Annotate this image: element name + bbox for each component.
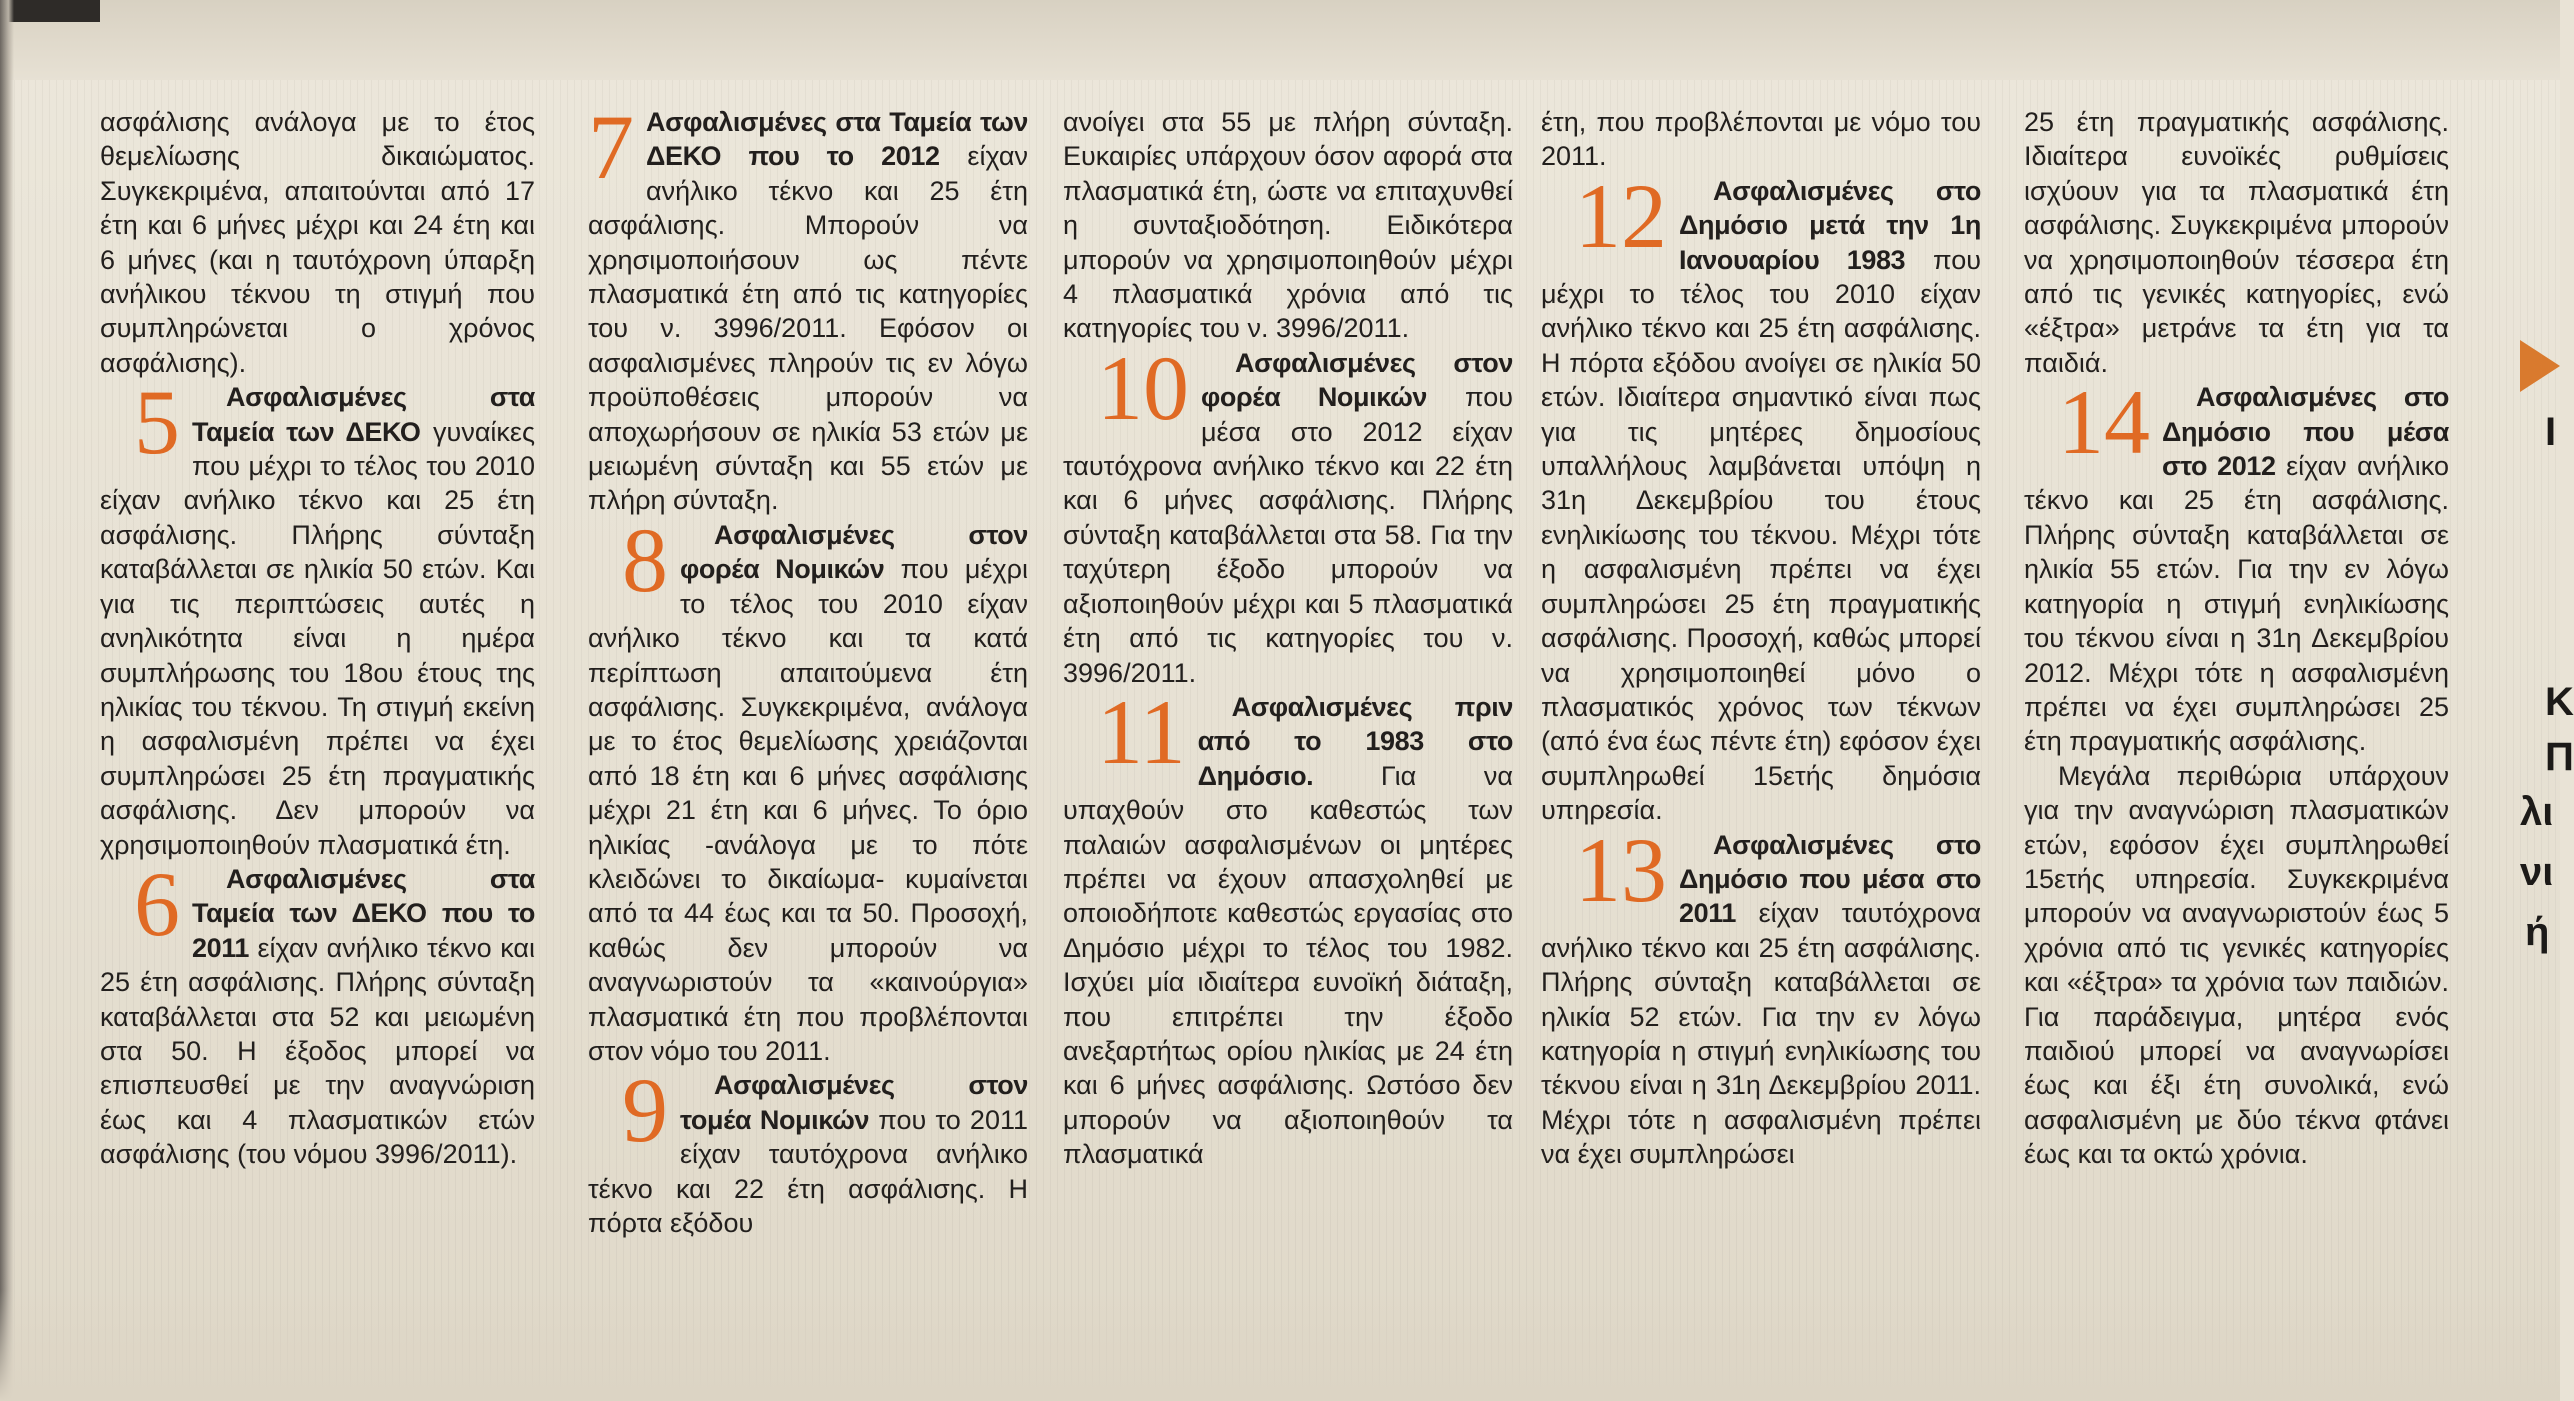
article-item-14	[2024, 371, 2449, 758]
item-heading: Ασφαλισμένες πριν από το 1983 στο Δημόσιο.	[1197, 691, 1513, 791]
item-body-text: Μεγάλα περιθώρια υπάρχουν για την αναγνώριση πλασματικών ετών, εφόσον έχει συμπληρωθεί 15ετής υπηρεσία. Συγκεκριμένα μπορούν να αναγνωριστούν έως 5 χρόνια από τις γενικές κατηγορίες και «έξτρα» τα χρόνια των παιδιών. Για παράδειγμα, μητέρα ενός παιδιού μπορεί να αναγνωρίσει έως και έξι έτη συνολικά, ενώ ασφαλισμένη με δύο τέκνα φτάνει έως και τα οκτώ χρόνια.	[2024, 760, 2449, 1170]
item-body-text: ασφάλισης ανάλογα με το έτος θεμελίωσης δικαιώματος. Συγκεκριμένα, απαιτούνται από 17 έτη και 6 μήνες μέχρι και 24 έτη και 6 μήνες (και η ταυτόχρονη ύπαρξη ανήλικου τέκνου τη στιγμή που συμπληρώνεται ο χρόνος ασφάλισης).	[100, 107, 535, 378]
item-body-text: έτη, που προβλέπονται με νόμο του 2011.	[1541, 107, 1981, 172]
item-number: 13	[1575, 818, 1667, 921]
article-paragraph	[1063, 105, 1513, 346]
item-body-text: που μέσα στο 2012 είχαν ταυτόχρονα ανήλικο τέκνο και 22 έτη και 6 μήνες ασφάλισης. Πλήρης σύνταξη καταβάλλεται στα 58. Για την ταχύτερη έξοδο μπορούν να αξιοποιηθούν μέχρι και 5 πλασματικά έτη από τις κατηγορίες του ν. 3996/2011.	[1063, 382, 1513, 688]
edge-letter: Π	[2545, 735, 2574, 779]
article-paragraph	[2024, 105, 2449, 380]
item-heading: Ασφαλισμένες στα Ταμεία των ΔΕΚΟ που το 2012	[646, 107, 1028, 172]
article-item-9	[588, 1059, 1028, 1240]
article-column-4	[1541, 105, 1981, 1172]
article-column-3	[1063, 105, 1513, 1172]
item-body-text: 25 έτη πραγματικής ασφάλισης. Ιδιαίτερα ευνοϊκές ρυθμίσεις ισχύουν για τα πλασματικά έτη ασφάλισης. Συγκεκριμένα μπορούν να χρησιμοποιηθούν τέσσερα έτη από τις γενικές κατηγορίες, ενώ «έξτρα» μετράνε τα έτη για τα παιδιά.	[2024, 107, 2449, 378]
article-item-11	[1063, 680, 1513, 1172]
article-item-5	[100, 371, 535, 862]
item-body-text: είχαν ανήλικο τέκνο και 25 έτη ασφάλισης. Μπορούν να χρησιμοποιήσουν ως πέντε πλασματικά έτη από τις κατηγορίες του ν. 3996/2011. Εφόσον οι ασφαλισμένες πληρούν τις εν λόγω προϋποθέσεις μπορούν να αποχωρήσουν σε ηλικία 53 ετών με μειωμένη σύνταξη και 55 ετών με πλήρη σύνταξη.	[588, 141, 1028, 516]
article-column-5	[2024, 105, 2449, 1172]
item-heading: Ασφαλισμένες στα Ταμεία των ΔΕΚΟ που το 2011	[192, 863, 535, 963]
article-item-10	[1063, 336, 1513, 690]
article-item-8	[588, 508, 1028, 1069]
article-paragraph	[1541, 105, 1981, 174]
article-paragraph	[2024, 759, 2449, 1172]
top-strip	[0, 0, 2560, 80]
edge-letter: νι	[2520, 850, 2554, 894]
scan-corner	[0, 0, 100, 22]
edge-letter: Κ	[2545, 680, 2574, 724]
item-heading: Ασφαλισμένες στο Δημόσιο που μέσα στο 2011	[1679, 829, 1981, 929]
item-body-text: που μέχρι το τέλος του 2010 είχαν ανήλικο τέκνο και τα κατά περίπτωση απαιτούμενα έτη ασφάλισης. Συγκεκριμένα, ανάλογα με το έτος θεμελίωσης χρειάζονται από 18 έτη και 6 μήνες ασφάλισης μέχρι 21 έτη και 6 μήνες. Το όριο ηλικίας -ανάλογα με το πότε κλειδώνει το δικαίωμα- κυμαίνεται από τα 44 έως και τα 50. Προσοχή, καθώς δεν μπορούν να αναγνωριστούν τα «καινούργια» πλασματικά έτη που προβλέπονται στον νόμο του 2011.	[588, 554, 1028, 1066]
page-bottom-margin	[0, 1290, 2560, 1401]
item-body-text: είχαν ανήλικο τέκνο και 25 έτη ασφάλισης. Πλήρης σύνταξη καταβάλλεται στα 52 και μειωμένη στα 50. Η έξοδος μπορεί να επισπευσθεί με την αναγνώριση έως και 4 πλασματικών ετών ασφάλισης (του νόμου 3996/2011).	[100, 932, 535, 1170]
item-number: 9	[622, 1059, 668, 1162]
item-body-text: που μέχρι το τέλος του 2010 είχαν ανήλικο τέκνο και 25 έτη ασφάλισης. Η πόρτα εξόδου ανοίγει σε ηλικία 50 ετών. Ιδιαίτερα σημαντικό είναι πως για τις μητέρες δημοσίους υπαλλήλους λαμβάνεται υπόψη η 31η Δεκεμβρίου του έτους ενηλικίωσης του τέκνου. Μέχρι τότε η ασφαλισμένη πρέπει να έχει συμπληρώσει 25 έτη πραγματικής ασφάλισης. Προσοχή, καθώς μπορεί να χρησιμοποιηθεί μόνο ο πλασματικός χρόνος των τέκνων (από ένα έως πέντε έτη) εφόσον έχει συμπληρωθεί 15ετής δημόσια υπηρεσία.	[1541, 244, 1981, 826]
article-item-7	[588, 96, 1028, 518]
article-item-12	[1541, 164, 1981, 828]
article-item-13	[1541, 818, 1981, 1172]
edge-letter: ή	[2525, 910, 2550, 954]
item-heading: Ασφαλισμένες στο Δημόσιο που μέσα στο 2012	[2162, 382, 2449, 482]
adjacent-page-edge	[2490, 0, 2574, 1401]
item-number: 8	[622, 508, 668, 611]
article-paragraph	[100, 105, 535, 380]
item-body-text: είχαν ανήλικο τέκνο και 25 έτη ασφάλισης. Πλήρης σύνταξη καταβάλλεται σε ηλικία 55 ετών. Για την εν λόγω κατηγορία η στιγμή ενηλικίωσης του τέκνου είναι η 31η Δεκεμβρίου 2012. Μέχρι τότε η ασφαλισμένη πρέπει να έχει συμπληρώσει 25 έτη πραγματικής ασφάλισης.	[2024, 451, 2449, 757]
item-heading: Ασφαλισμένες στον φορέα Νομικών	[680, 519, 1028, 585]
item-number: 6	[134, 852, 180, 955]
article-column-2	[588, 96, 1028, 1240]
item-heading: Ασφαλισμένες στο Δημόσιο μετά την 1η Ιανουαρίου 1983	[1679, 175, 1981, 275]
item-heading: Ασφαλισμένες στα Ταμεία των ΔΕΚΟ	[192, 382, 535, 447]
edge-letter: Ι	[2545, 410, 2557, 454]
article-column-1	[100, 105, 535, 1172]
edge-letter: λι	[2520, 790, 2554, 834]
page-fold-shadow	[0, 0, 14, 1401]
item-number: 14	[2058, 371, 2150, 474]
item-number: 5	[134, 371, 180, 474]
item-number: 7	[588, 96, 634, 198]
item-body-text: γυναίκες που μέχρι το τέλος του 2010 είχαν ανήλικο τέκνο και 25 έτη ασφάλισης. Πλήρης σύνταξη καταβάλλεται σε ηλικία 50 ετών. Και για τις περιπτώσεις αυτές η ανηλικότητα είναι η ημέρα συμπλήρωσης του 18ου έτους της ηλικίας του τέκνου. Τη στιγμή εκείνη η ασφαλισμένη πρέπει να έχει συμπληρώσει 25 έτη πραγματικής ασφάλισης. Δεν μπορούν να χρησιμοποιηθούν πλασματικά έτη.	[100, 416, 535, 860]
item-number: 12	[1575, 164, 1667, 267]
article-item-6	[100, 852, 535, 1172]
item-heading: Ασφαλισμένες στον φορέα Νομικών	[1201, 347, 1513, 413]
item-heading: Ασφαλισμένες στον τομέα Νομικών	[680, 1070, 1028, 1135]
item-number: 11	[1097, 680, 1186, 783]
item-body-text: Για να υπαχθούν στο καθεστώς των παλαιών ασφαλισμένων οι μητέρες πρέπει να έχουν απασχοληθεί με οποιοδήποτε καθεστώς εργασίας στο Δημόσιο μέχρι το τέλος του 1982. Ισχύει μία ιδιαίτερα ευνοϊκή διάταξη, που επιτρέπει την έξοδο ανεξαρτήτως ορίου ηλικίας με 24 έτη και 6 μήνες ασφάλισης. Ωστόσο δεν μπορούν να αξιοποιηθούν τα πλασματικά	[1063, 760, 1513, 1170]
item-body-text: είχαν ταυτόχρονα ανήλικο τέκνο και 25 έτη ασφάλισης. Πλήρης σύνταξη καταβάλλεται σε ηλικία 52 ετών. Για την εν λόγω κατηγορία η στιγμή ενηλικίωσης του τέκνου είναι η 31η Δεκεμβρίου 2011. Μέχρι τότε η ασφαλισμένη πρέπει να έχει συμπληρώσει	[1541, 898, 1981, 1170]
item-number: 10	[1097, 336, 1189, 439]
item-body-text: που το 2011 είχαν ταυτόχρονα ανήλικο τέκνο και 22 έτη ασφάλισης. Η πόρτα εξόδου	[588, 1104, 1028, 1238]
item-body-text: ανοίγει στα 55 με πλήρη σύνταξη. Ευκαιρίες υπάρχουν όσον αφορά στα πλασματικά έτη, ώστε να επιταχυνθεί η συνταξιοδότηση. Ειδικότερα μπορούν να χρησιμοποιηθούν μέχρι 4 πλασματικά χρόνια από τις κατηγορίες του ν. 3996/2011.	[1063, 107, 1513, 344]
